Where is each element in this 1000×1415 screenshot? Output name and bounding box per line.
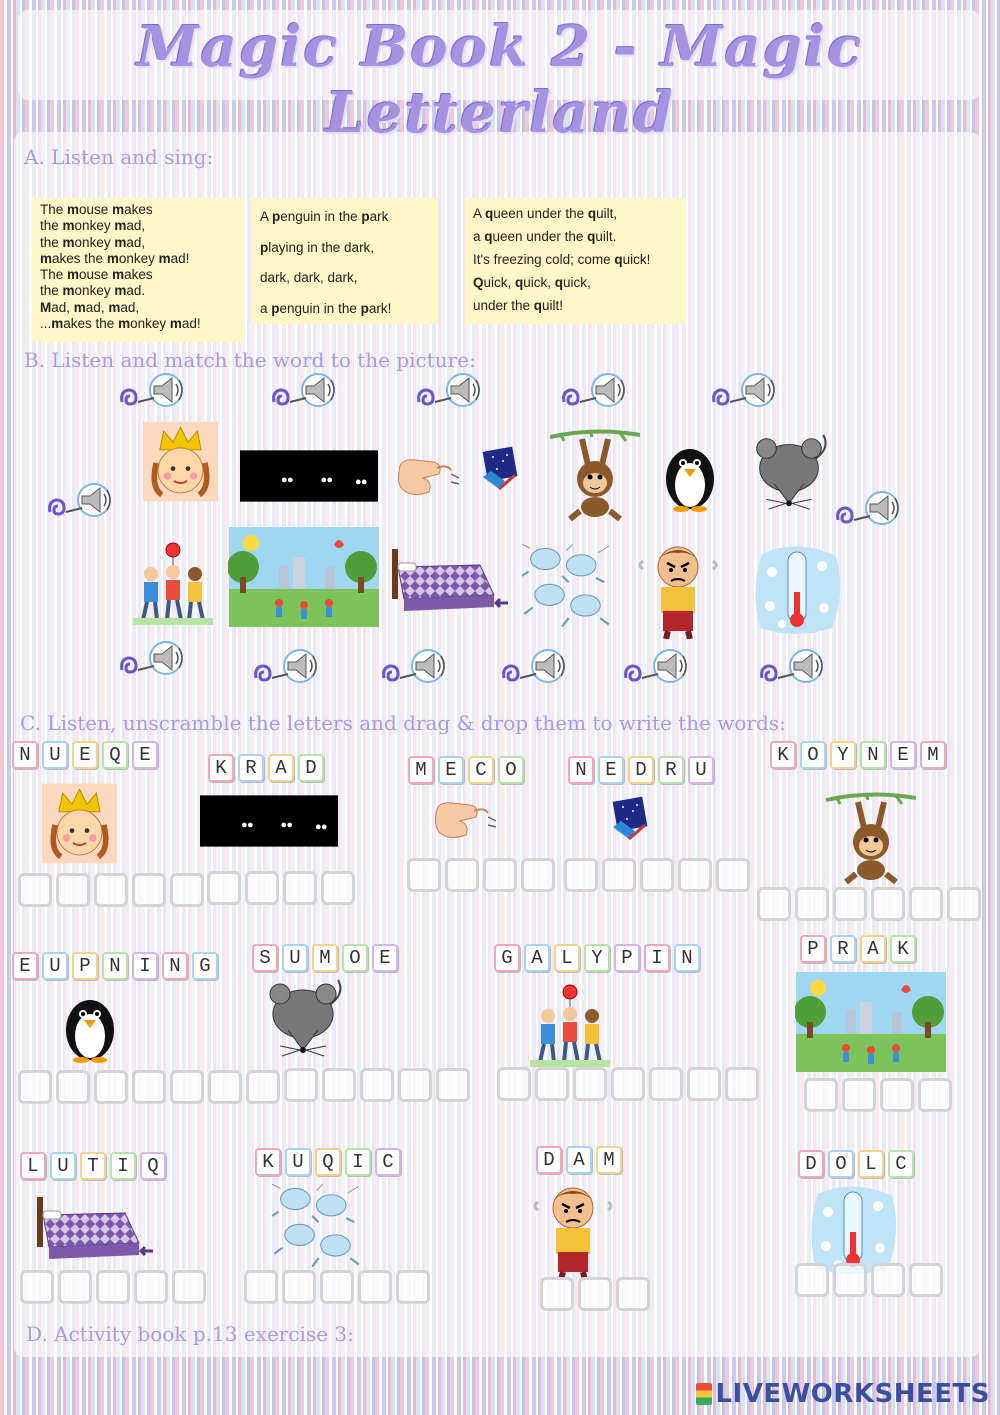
letter-tile[interactable]: E <box>372 944 398 972</box>
quick-picture <box>270 1180 365 1275</box>
letter-tiles-penguin <box>12 952 222 980</box>
speaker-button[interactable] <box>500 648 572 690</box>
drop-slot[interactable] <box>611 1067 645 1101</box>
brand-text: LIVEWORKSHEETS <box>715 1379 990 1409</box>
speaker-button[interactable] <box>758 648 830 690</box>
song-line: Quick, quick, quick, <box>473 275 591 290</box>
letter-tile[interactable]: A <box>268 754 294 782</box>
drop-slot[interactable] <box>170 873 204 907</box>
under-picture <box>605 795 655 843</box>
section-b-heading: B. Listen and match the word to the picture: <box>24 348 476 372</box>
letter-tiles-quilt <box>20 1152 170 1180</box>
cold-picture <box>752 542 842 637</box>
letter-tile[interactable]: D <box>798 1150 824 1178</box>
song-line: playing in the dark, <box>260 239 375 255</box>
letter-tiles-monkey <box>770 741 950 769</box>
speaker-button[interactable] <box>710 372 782 414</box>
letter-tile[interactable]: I <box>110 1152 136 1180</box>
quick-picture <box>520 540 615 635</box>
letter-tile[interactable]: R <box>658 756 684 784</box>
drop-slot[interactable] <box>396 1270 430 1304</box>
song-line: the monkey mad. <box>40 283 146 299</box>
mad-picture <box>528 1180 618 1280</box>
drop-slot[interactable] <box>132 873 166 907</box>
song-line: The mouse makes <box>40 267 153 283</box>
letter-tile[interactable]: R <box>238 754 264 782</box>
letter-tile[interactable]: O <box>342 944 368 972</box>
drop-slot[interactable] <box>320 1270 354 1304</box>
song-line: under the quilt! <box>473 298 564 313</box>
letter-tile[interactable]: N <box>568 756 594 784</box>
letter-tile[interactable]: D <box>536 1146 562 1174</box>
drop-slots-monkey <box>757 887 981 921</box>
letter-tile[interactable]: O <box>498 756 524 784</box>
drop-slot[interactable] <box>640 858 674 892</box>
song-line: ...makes the monkey mad! <box>40 316 201 332</box>
letter-tile[interactable]: M <box>408 756 434 784</box>
monkey-picture <box>826 790 916 885</box>
speaker-button[interactable] <box>252 648 324 690</box>
drop-slots-cold <box>795 1263 943 1297</box>
under-picture <box>475 445 525 493</box>
drop-slots-mad <box>540 1277 650 1311</box>
song-line: a queen under the quilt. <box>473 229 617 244</box>
letter-tiles-park <box>800 935 920 963</box>
letter-tile[interactable]: S <box>252 944 278 972</box>
letter-tile[interactable]: I <box>132 952 158 980</box>
drop-slot[interactable] <box>283 871 317 905</box>
song-line: Mad, mad, mad, <box>40 299 140 315</box>
queen-picture <box>143 419 218 504</box>
liveworksheets-logo[interactable] <box>696 1379 990 1409</box>
letter-tile[interactable]: O <box>828 1150 854 1178</box>
letter-tiles-mad <box>536 1146 626 1174</box>
letter-tiles-queen <box>12 741 162 769</box>
drop-slot[interactable] <box>833 887 867 921</box>
drop-slot[interactable] <box>616 1277 650 1311</box>
drop-slots-dark <box>207 871 355 905</box>
drop-slot[interactable] <box>909 1263 943 1297</box>
song-mouse <box>32 198 244 342</box>
drop-slots-playing <box>497 1067 759 1101</box>
drop-slot[interactable] <box>18 1070 52 1104</box>
letter-tile[interactable]: K <box>770 741 796 769</box>
drop-slot[interactable] <box>716 858 750 892</box>
mouse-picture <box>745 430 833 515</box>
drop-slot[interactable] <box>918 1078 952 1112</box>
drop-slot[interactable] <box>208 1070 242 1104</box>
letter-tile[interactable]: P <box>614 944 640 972</box>
letter-tile[interactable]: C <box>375 1148 401 1176</box>
letter-tile[interactable]: G <box>192 952 218 980</box>
park-picture <box>795 972 947 1072</box>
letter-tile[interactable]: N <box>12 741 38 769</box>
drop-slot[interactable] <box>445 858 479 892</box>
drop-slot[interactable] <box>564 858 598 892</box>
drop-slot[interactable] <box>521 858 555 892</box>
letter-tile[interactable]: A <box>524 944 550 972</box>
speaker-button[interactable] <box>118 372 190 414</box>
come-picture <box>393 452 463 500</box>
letter-tile[interactable]: U <box>285 1148 311 1176</box>
song-penguin <box>252 198 438 324</box>
letter-tile[interactable]: C <box>888 1150 914 1178</box>
drop-slots-penguin <box>18 1070 280 1104</box>
drop-slot[interactable] <box>207 871 241 905</box>
letter-tile[interactable]: L <box>20 1152 46 1180</box>
speaker-button[interactable] <box>270 372 342 414</box>
section-d-heading: D. Activity book p.13 exercise 3: <box>26 1322 354 1346</box>
drop-slots-park <box>804 1078 952 1112</box>
letter-tile[interactable]: N <box>860 741 886 769</box>
drop-slot[interactable] <box>56 1070 90 1104</box>
drop-slot[interactable] <box>687 1067 721 1101</box>
letter-tiles-quick <box>255 1148 405 1176</box>
letter-tile[interactable]: Q <box>315 1148 341 1176</box>
drop-slot[interactable] <box>497 1067 531 1101</box>
drop-slot[interactable] <box>56 873 90 907</box>
speaker-button[interactable] <box>380 648 452 690</box>
drop-slot[interactable] <box>842 1078 876 1112</box>
letter-tile[interactable]: U <box>50 1152 76 1180</box>
song-line: the monkey mad, <box>40 234 146 250</box>
letter-tiles-come <box>408 756 528 784</box>
letter-tile[interactable]: L <box>858 1150 884 1178</box>
letter-tile[interactable]: U <box>688 756 714 784</box>
letter-tile[interactable]: I <box>345 1148 371 1176</box>
letter-tile[interactable]: Y <box>830 741 856 769</box>
come-picture <box>430 795 500 843</box>
drop-slot[interactable] <box>678 858 712 892</box>
letter-tile[interactable]: E <box>12 952 38 980</box>
letter-tile[interactable]: N <box>102 952 128 980</box>
drop-slot[interactable] <box>358 1270 392 1304</box>
drop-slot[interactable] <box>804 1078 838 1112</box>
mouse-picture <box>258 976 348 1061</box>
penguin-picture <box>55 988 125 1063</box>
live-badge-icon <box>696 1383 712 1405</box>
letter-tile[interactable]: M <box>312 944 338 972</box>
drop-slots-quick <box>244 1270 430 1304</box>
drop-slots-under <box>564 858 750 892</box>
song-line: dark, dark, dark, <box>260 270 358 285</box>
drop-slot[interactable] <box>757 887 791 921</box>
letter-tile[interactable]: G <box>494 944 520 972</box>
drop-slots-quilt <box>20 1270 206 1304</box>
drop-slot[interactable] <box>398 1068 432 1102</box>
letter-tile[interactable]: E <box>438 756 464 784</box>
letter-tile[interactable]: E <box>72 741 98 769</box>
drop-slot[interactable] <box>96 1270 130 1304</box>
monkey-picture <box>550 427 640 522</box>
drop-slot[interactable] <box>360 1068 394 1102</box>
drop-slot[interactable] <box>172 1270 206 1304</box>
letter-tile[interactable]: O <box>800 741 826 769</box>
letter-tiles-cold <box>798 1150 918 1178</box>
drop-slot[interactable] <box>246 1070 280 1104</box>
queen-picture <box>42 781 117 866</box>
letter-tile[interactable]: M <box>596 1146 622 1174</box>
drop-slot[interactable] <box>871 1263 905 1297</box>
quilt-picture <box>35 1189 155 1269</box>
drop-slot[interactable] <box>322 1068 356 1102</box>
drop-slot[interactable] <box>573 1067 607 1101</box>
letter-tile[interactable]: N <box>162 952 188 980</box>
letter-tile[interactable]: U <box>42 952 68 980</box>
letter-tile[interactable]: E <box>132 741 158 769</box>
letter-tile[interactable]: P <box>72 952 98 980</box>
drop-slots-mouse <box>284 1068 470 1102</box>
song-line: A penguin in the park <box>260 209 389 224</box>
drop-slot[interactable] <box>284 1068 318 1102</box>
drop-slot[interactable] <box>795 1263 829 1297</box>
speaker-button[interactable] <box>46 482 118 524</box>
drop-slot[interactable] <box>880 1078 914 1112</box>
drop-slot[interactable] <box>909 887 943 921</box>
drop-slot[interactable] <box>649 1067 683 1101</box>
letter-tile[interactable]: A <box>566 1146 592 1174</box>
letter-tile[interactable]: E <box>890 741 916 769</box>
letter-tile[interactable]: T <box>80 1152 106 1180</box>
letter-tiles-mouse <box>252 944 402 972</box>
drop-slot[interactable] <box>725 1067 759 1101</box>
letter-tiles-under <box>568 756 718 784</box>
speaker-button[interactable] <box>622 648 694 690</box>
drop-slot[interactable] <box>871 887 905 921</box>
letter-tile[interactable]: C <box>468 756 494 784</box>
letter-tile[interactable]: D <box>628 756 654 784</box>
letter-tile[interactable]: K <box>255 1148 281 1176</box>
song-line: The mouse makes <box>40 202 153 217</box>
drop-slot[interactable] <box>833 1263 867 1297</box>
letter-tiles-dark <box>208 754 328 782</box>
drop-slots-queen <box>18 873 204 907</box>
letter-tiles-playing <box>494 944 704 972</box>
drop-slot[interactable] <box>436 1068 470 1102</box>
drop-slots-come <box>407 858 555 892</box>
letter-tile[interactable]: U <box>282 944 308 972</box>
speaker-button[interactable] <box>834 490 906 532</box>
drop-slot[interactable] <box>407 858 441 892</box>
letter-tile[interactable]: E <box>598 756 624 784</box>
speaker-button[interactable] <box>560 372 632 414</box>
letter-tile[interactable]: P <box>800 935 826 963</box>
mad-picture <box>633 539 723 639</box>
drop-slot[interactable] <box>94 1070 128 1104</box>
letter-tile[interactable]: I <box>644 944 670 972</box>
letter-tile[interactable]: K <box>208 754 234 782</box>
drop-slot[interactable] <box>282 1270 316 1304</box>
drop-slot[interactable] <box>947 887 981 921</box>
letter-tile[interactable]: U <box>42 741 68 769</box>
drop-slot[interactable] <box>134 1270 168 1304</box>
letter-tile[interactable]: K <box>890 935 916 963</box>
letter-tile[interactable]: A <box>860 935 886 963</box>
drop-slot[interactable] <box>578 1277 612 1311</box>
drop-slot[interactable] <box>245 871 279 905</box>
song-line: makes the monkey mad! <box>40 250 190 266</box>
section-c-heading: C. Listen, unscramble the letters and drag & drop them to write the words: <box>20 711 786 735</box>
song-line: the monkey mad, <box>40 218 146 234</box>
drop-slot[interactable] <box>244 1270 278 1304</box>
letter-tile[interactable]: D <box>298 754 324 782</box>
letter-tile[interactable]: M <box>920 741 946 769</box>
drop-slot[interactable] <box>602 858 636 892</box>
drop-slot[interactable] <box>540 1277 574 1311</box>
speaker-button[interactable] <box>118 640 190 682</box>
page-title: Magic Book 2 - Magic Letterland <box>136 14 864 146</box>
letter-tile[interactable]: L <box>554 944 580 972</box>
section-a-heading: A. Listen and sing: <box>24 145 214 169</box>
song-queen <box>465 198 686 324</box>
song-line: a penguin in the park! <box>260 300 392 316</box>
drop-slot[interactable] <box>170 1070 204 1104</box>
drop-slot[interactable] <box>18 873 52 907</box>
park-picture <box>228 527 380 627</box>
letter-tile[interactable]: R <box>830 935 856 963</box>
playing-picture <box>530 982 610 1067</box>
penguin-picture <box>655 437 725 512</box>
dark-picture <box>200 795 338 847</box>
drop-slot[interactable] <box>58 1270 92 1304</box>
quilt-picture <box>390 541 510 621</box>
drop-slot[interactable] <box>321 871 355 905</box>
dark-picture <box>240 450 378 502</box>
song-line: It's freezing cold; come quick! <box>473 252 651 267</box>
drop-slot[interactable] <box>535 1067 569 1101</box>
drop-slot[interactable] <box>483 858 517 892</box>
letter-tile[interactable]: Q <box>102 741 128 769</box>
playing-picture <box>133 540 213 625</box>
drop-slot[interactable] <box>132 1070 166 1104</box>
drop-slot[interactable] <box>20 1270 54 1304</box>
speaker-button[interactable] <box>415 372 487 414</box>
song-line: A queen under the quilt, <box>473 206 618 221</box>
letter-tile[interactable]: Y <box>584 944 610 972</box>
drop-slot[interactable] <box>94 873 128 907</box>
letter-tile[interactable]: Q <box>140 1152 166 1180</box>
letter-tile[interactable]: N <box>674 944 700 972</box>
drop-slot[interactable] <box>795 887 829 921</box>
